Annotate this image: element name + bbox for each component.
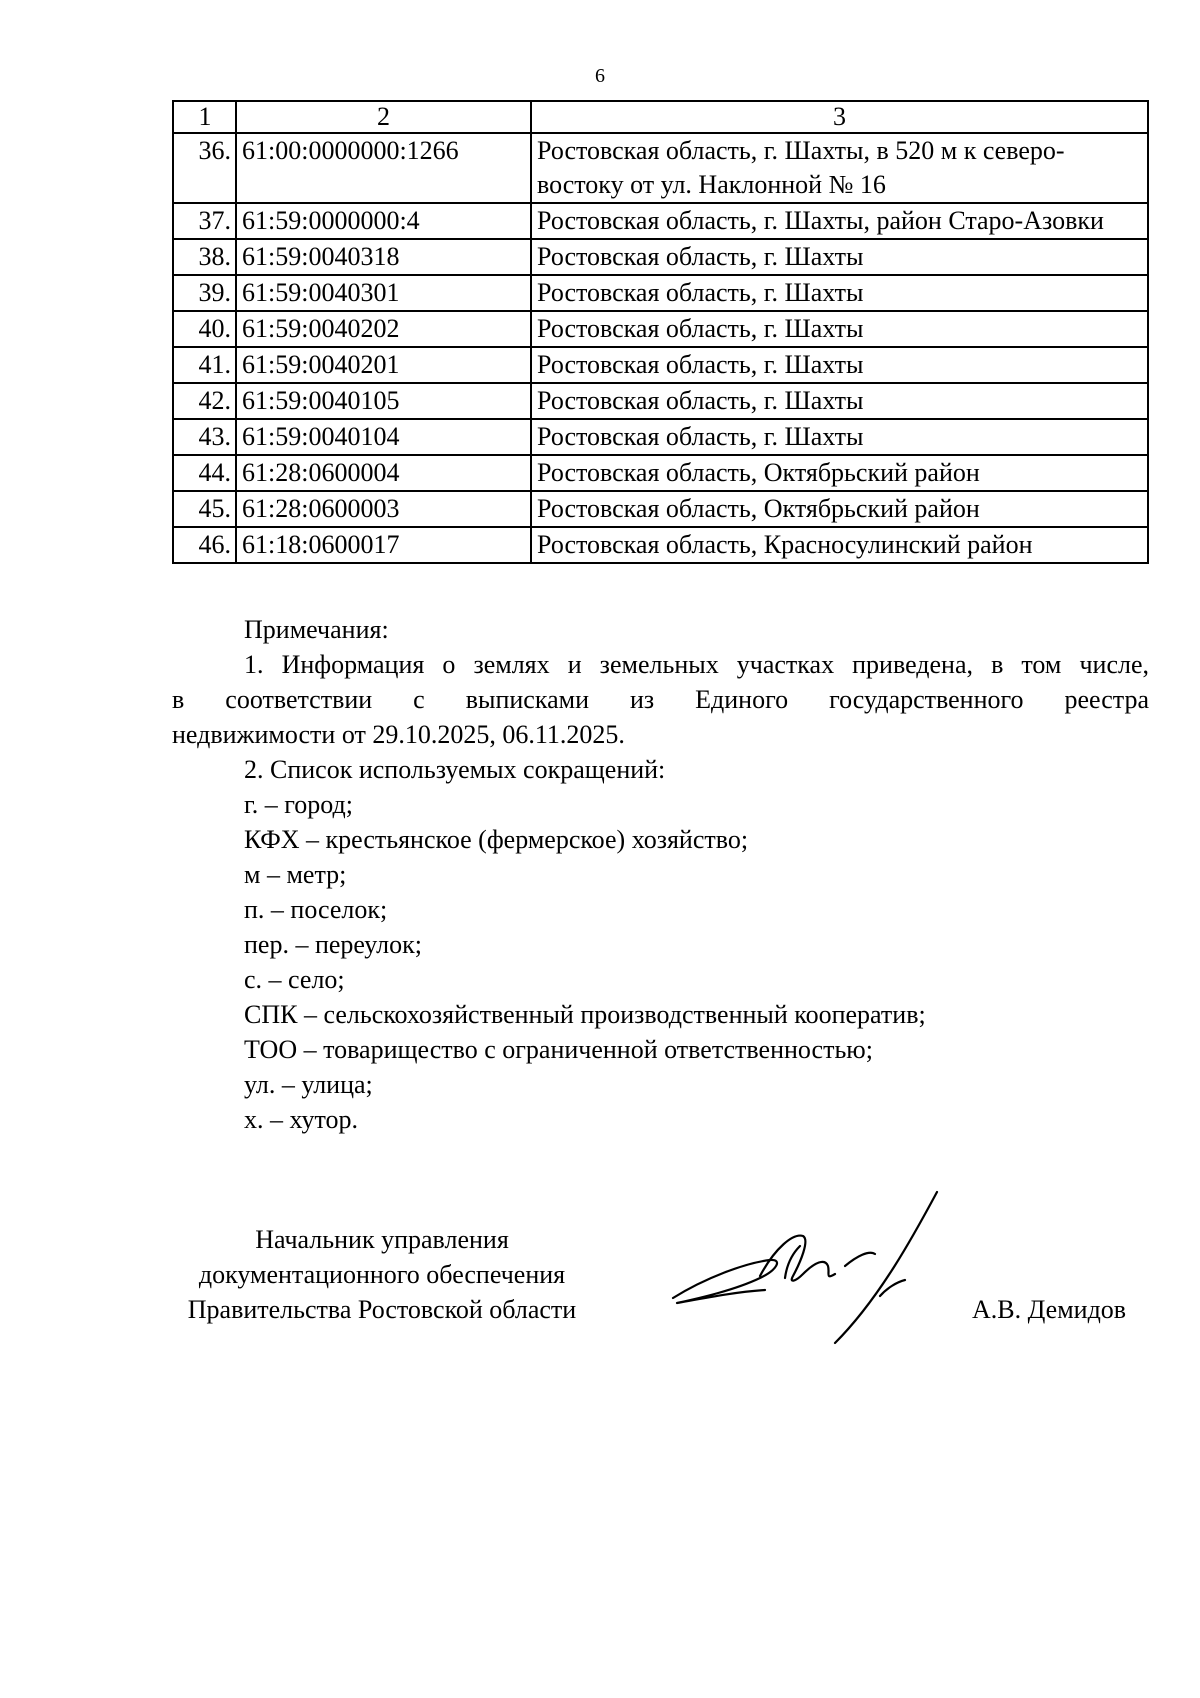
table-row xyxy=(173,203,1148,239)
cadastral-number: 61:59:0000000:4 xyxy=(236,203,531,239)
table-header-row xyxy=(173,101,1148,133)
table-row xyxy=(173,311,1148,347)
cadastral-number: 61:59:0040318 xyxy=(236,239,531,275)
note-1-line-1: 1. Информация о землях и земельных участках приведена, в том числе, xyxy=(244,650,1149,679)
notes-heading: Примечания: xyxy=(244,615,389,644)
table-row xyxy=(173,527,1148,563)
row-number: 41. xyxy=(173,347,236,383)
cadastral-number: 61:59:0040104 xyxy=(236,419,531,455)
row-number: 45. xyxy=(173,491,236,527)
cadastral-number: 61:28:0600004 xyxy=(236,455,531,491)
abbreviation-item: ТОО – товарищество с ограниченной ответственностью; xyxy=(244,1035,873,1064)
cadastral-number: 61:18:0600017 xyxy=(236,527,531,563)
abbreviation-list xyxy=(172,787,1149,1137)
abbreviation-item: г. – город; xyxy=(244,790,353,819)
page-number: 6 xyxy=(595,65,605,87)
address: Ростовская область, г. Шахты, район Старо-Азовки xyxy=(531,203,1148,239)
note-2: 2. Список используемых сокращений: xyxy=(244,755,666,784)
abbreviation-item: СПК – сельскохозяйственный производственный кооператив; xyxy=(244,1000,926,1029)
row-number: 46. xyxy=(173,527,236,563)
table-row xyxy=(173,347,1148,383)
table-row xyxy=(173,419,1148,455)
row-number: 40. xyxy=(173,311,236,347)
column-header-cadastral: 2 xyxy=(236,101,531,133)
address: Ростовская область, Октябрьский район xyxy=(531,491,1148,527)
signatory-position xyxy=(172,1222,592,1327)
position-line-2: документационного обеспечения xyxy=(198,1260,566,1289)
address: Ростовская область, г. Шахты xyxy=(531,239,1148,275)
row-number: 42. xyxy=(173,383,236,419)
abbreviation-item: ул. – улица; xyxy=(244,1070,373,1099)
handwritten-signature xyxy=(665,1188,955,1348)
cadastral-number: 61:59:0040202 xyxy=(236,311,531,347)
signer-name: А.В. Демидов xyxy=(972,1295,1127,1324)
table-row xyxy=(173,383,1148,419)
column-header-address: 3 xyxy=(531,101,1148,133)
cadastral-number: 61:28:0600003 xyxy=(236,491,531,527)
position-line-1: Начальник управления xyxy=(255,1225,509,1254)
table-row xyxy=(173,239,1148,275)
abbreviation-item: п. – поселок; xyxy=(244,895,388,924)
note-1-line-3: недвижимости от 29.10.2025, 06.11.2025. xyxy=(172,720,625,749)
cadastral-number: 61:59:0040105 xyxy=(236,383,531,419)
column-header-number: 1 xyxy=(173,101,236,133)
abbreviation-item: с. – село; xyxy=(244,965,345,994)
table-row xyxy=(173,275,1148,311)
abbreviation-item: м – метр; xyxy=(244,860,347,889)
address: Ростовская область, г. Шахты xyxy=(531,419,1148,455)
cadastral-number: 61:59:0040301 xyxy=(236,275,531,311)
land-registry-table xyxy=(172,100,1149,564)
note-1-line-2: в соответствии с выписками из Единого государственного реестра xyxy=(172,685,1149,714)
notes-section xyxy=(172,612,1149,1137)
table-row xyxy=(173,491,1148,527)
abbreviation-item: пер. – переулок; xyxy=(244,930,422,959)
row-number: 37. xyxy=(173,203,236,239)
row-number: 39. xyxy=(173,275,236,311)
row-number: 44. xyxy=(173,455,236,491)
address: Ростовская область, г. Шахты xyxy=(531,347,1148,383)
abbreviation-item: КФХ – крестьянское (фермерское) хозяйство; xyxy=(244,825,749,854)
row-number: 43. xyxy=(173,419,236,455)
address: Ростовская область, г. Шахты xyxy=(531,383,1148,419)
row-number: 36. xyxy=(173,133,236,203)
row-number: 38. xyxy=(173,239,236,275)
cadastral-number: 61:00:0000000:1266 xyxy=(236,133,531,203)
address: Ростовская область, г. Шахты xyxy=(531,275,1148,311)
address: Ростовская область, г. Шахты, в 520 м к северо-востоку от ул. Наклонной № 16 xyxy=(531,133,1148,203)
table-row xyxy=(173,455,1148,491)
cadastral-number: 61:59:0040201 xyxy=(236,347,531,383)
table-row xyxy=(173,133,1148,203)
address: Ростовская область, Октябрьский район xyxy=(531,455,1148,491)
abbreviation-item: х. – хутор. xyxy=(244,1105,359,1134)
position-line-3: Правительства Ростовской области xyxy=(187,1295,577,1324)
address: Ростовская область, Красносулинский район xyxy=(531,527,1148,563)
address: Ростовская область, г. Шахты xyxy=(531,311,1148,347)
